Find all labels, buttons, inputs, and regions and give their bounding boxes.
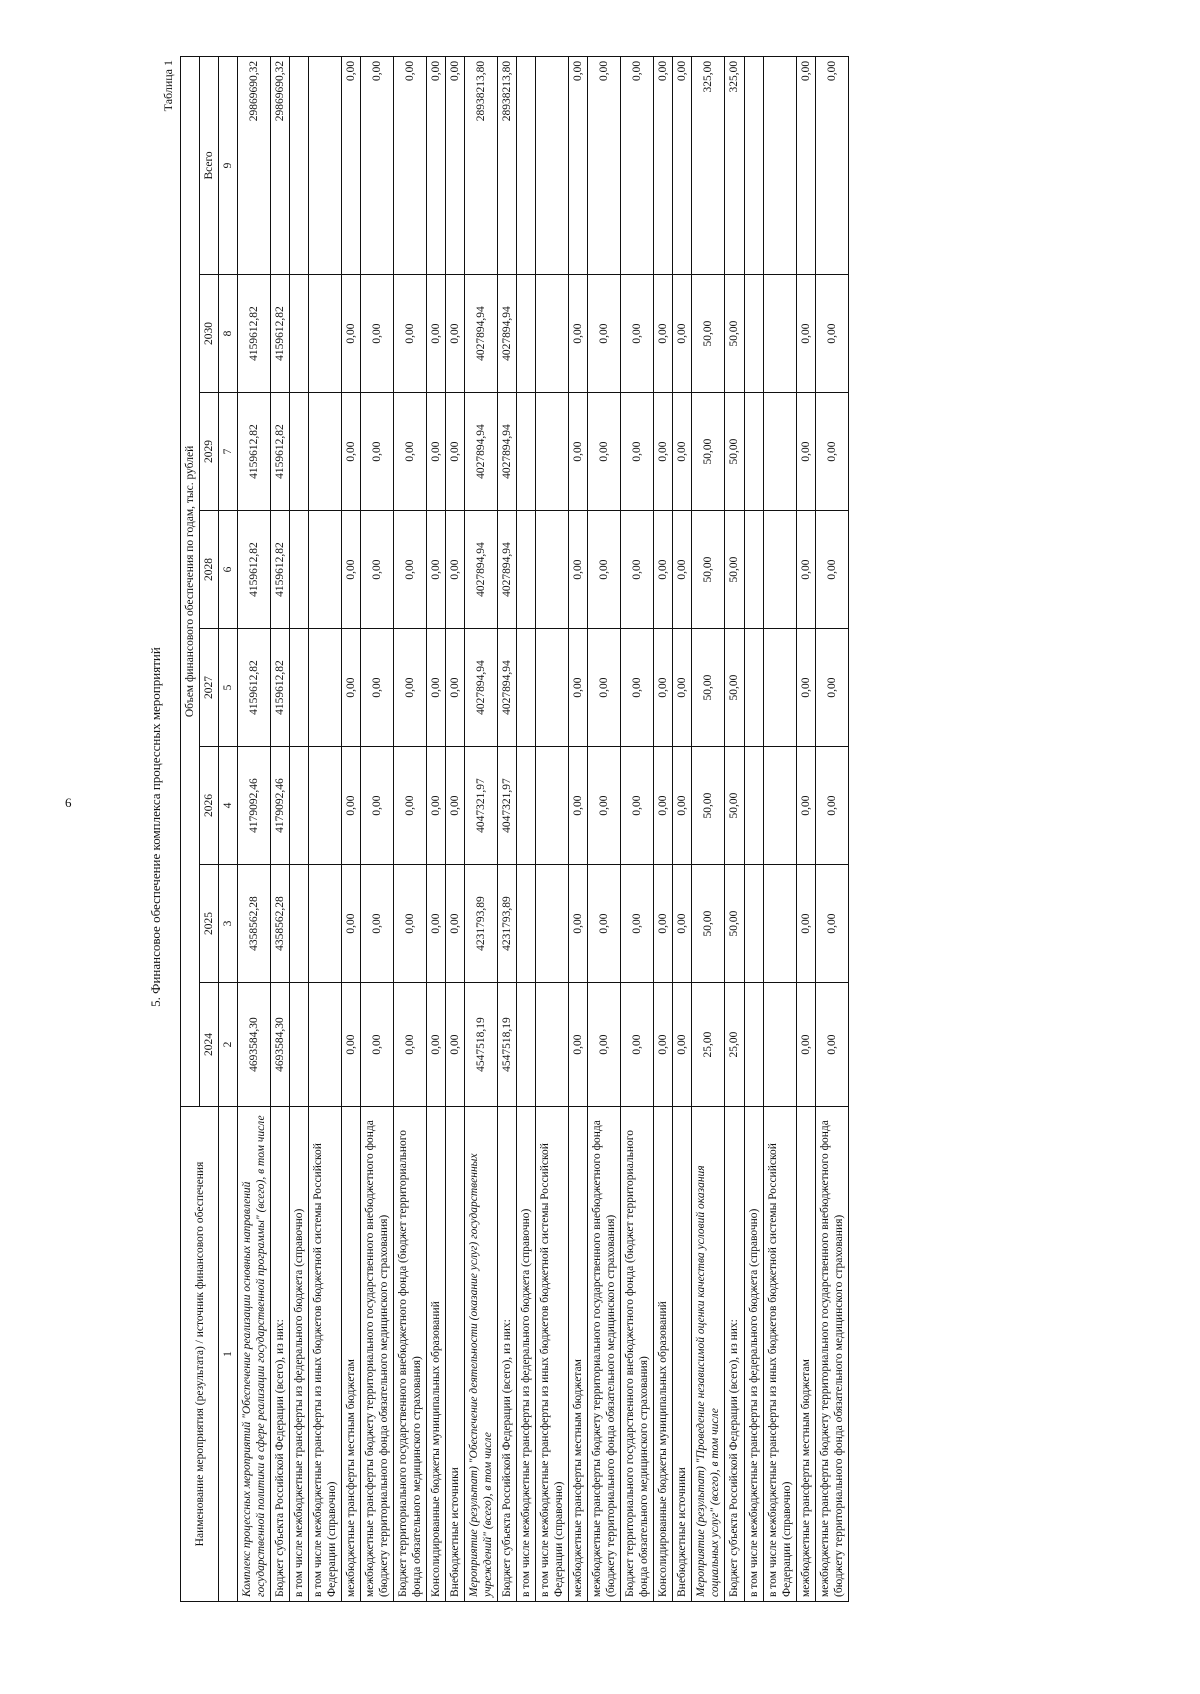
value-cell — [744, 393, 763, 511]
value-cell: 0,00 — [394, 511, 427, 629]
value-cell — [744, 511, 763, 629]
table-row — [517, 56, 536, 1601]
value-cell: 0,00 — [796, 983, 815, 1107]
value-cell: 0,00 — [588, 511, 621, 629]
table-row — [815, 56, 848, 1601]
value-cell: 4159612,82 — [238, 629, 271, 747]
value-cell — [744, 865, 763, 983]
header-year-cell: 2027 — [200, 629, 219, 747]
value-cell: 0,00 — [796, 56, 815, 274]
row-label: Внебюджетные источники — [673, 1107, 692, 1602]
value-cell: 4358562,28 — [271, 865, 290, 983]
value-cell: 0,00 — [588, 275, 621, 393]
header-volume-title: Объем финансового обеспечения по годам, тыс. рублей — [181, 56, 200, 1106]
value-cell — [763, 511, 796, 629]
value-cell — [517, 511, 536, 629]
value-cell: 0,00 — [621, 983, 654, 1107]
value-cell: 25,00 — [725, 983, 744, 1107]
value-cell: 0,00 — [569, 393, 588, 511]
value-cell: 0,00 — [654, 865, 673, 983]
value-cell: 0,00 — [361, 393, 394, 511]
row-label: межбюджетные трансферты бюджету территориального государственного внебюджетного фонда (бюджету территориального фонда обязательного медицинского страхования) — [815, 1107, 848, 1602]
table-row — [654, 56, 673, 1601]
value-cell: 4547518,19 — [498, 983, 517, 1107]
value-cell — [290, 393, 309, 511]
header-column-number: 1 — [219, 1107, 238, 1602]
row-label: Мероприятие (результат) "Обеспечение деятельности (оказание услуг) государственных учреждений" (всего), в том числе — [465, 1107, 498, 1602]
value-cell — [536, 511, 569, 629]
value-cell — [536, 629, 569, 747]
value-cell: 0,00 — [446, 393, 465, 511]
value-cell: 0,00 — [361, 275, 394, 393]
value-cell: 4027894,94 — [498, 275, 517, 393]
value-cell: 0,00 — [654, 629, 673, 747]
value-cell: 4047321,97 — [498, 747, 517, 865]
value-cell: 0,00 — [361, 629, 394, 747]
value-cell — [763, 393, 796, 511]
value-cell — [290, 275, 309, 393]
value-cell: 29869690,32 — [238, 56, 271, 274]
table-row — [342, 56, 361, 1601]
value-cell — [517, 393, 536, 511]
value-cell: 0,00 — [654, 983, 673, 1107]
row-label: в том числе межбюджетные трансферты из федерального бюджета (справочно) — [290, 1107, 309, 1602]
value-cell: 0,00 — [394, 629, 427, 747]
value-cell — [536, 393, 569, 511]
value-cell: 0,00 — [815, 275, 848, 393]
row-label: Мероприятие (результат) "Проведение независимой оценки качества условий оказания социальных услуг" (всего), в том числе — [692, 1107, 725, 1602]
value-cell: 0,00 — [361, 511, 394, 629]
value-cell: 0,00 — [361, 865, 394, 983]
value-cell: 0,00 — [621, 747, 654, 865]
value-cell: 0,00 — [815, 511, 848, 629]
value-cell: 50,00 — [725, 747, 744, 865]
value-cell — [290, 511, 309, 629]
row-label: в том числе межбюджетные трансферты из иных бюджетов бюджетной системы Российской Федерации (справочно) — [763, 1107, 796, 1602]
value-cell — [744, 56, 763, 274]
value-cell: 50,00 — [692, 393, 725, 511]
value-cell: 4179092,46 — [271, 747, 290, 865]
header-year-cell: 2030 — [200, 275, 219, 393]
value-cell: 0,00 — [569, 511, 588, 629]
value-cell — [536, 747, 569, 865]
value-cell: 0,00 — [427, 275, 446, 393]
table-row — [238, 56, 271, 1601]
value-cell: 4358562,28 — [238, 865, 271, 983]
value-cell: 0,00 — [796, 865, 815, 983]
row-label: Бюджет территориального государственного внебюджетного фонда (бюджет территориального фонда обязательного медицинского страхования) — [394, 1107, 427, 1602]
value-cell — [536, 275, 569, 393]
value-cell — [763, 275, 796, 393]
value-cell: 50,00 — [725, 275, 744, 393]
value-cell: 4159612,82 — [271, 393, 290, 511]
value-cell: 0,00 — [621, 393, 654, 511]
value-cell: 0,00 — [427, 629, 446, 747]
value-cell: 0,00 — [342, 747, 361, 865]
header-year-cell: 2029 — [200, 393, 219, 511]
value-cell: 0,00 — [394, 393, 427, 511]
value-cell: 50,00 — [725, 393, 744, 511]
value-cell: 0,00 — [815, 983, 848, 1107]
financing-table — [180, 56, 849, 1602]
value-cell: 4159612,82 — [238, 275, 271, 393]
value-cell: 0,00 — [588, 983, 621, 1107]
value-cell: 4231793,89 — [465, 865, 498, 983]
value-cell — [763, 56, 796, 274]
value-cell — [290, 865, 309, 983]
value-cell: 0,00 — [796, 275, 815, 393]
table-row — [763, 56, 796, 1601]
value-cell: 0,00 — [796, 629, 815, 747]
value-cell — [517, 747, 536, 865]
value-cell: 4159612,82 — [271, 629, 290, 747]
table-row — [446, 56, 465, 1601]
row-label: межбюджетные трансферты бюджету территориального государственного внебюджетного фонда (бюджету территориального фонда обязательного медицинского страхования) — [588, 1107, 621, 1602]
value-cell: 0,00 — [621, 275, 654, 393]
value-cell: 4027894,94 — [465, 393, 498, 511]
header-column-number: 5 — [219, 629, 238, 747]
value-cell — [536, 865, 569, 983]
row-label: в том числе межбюджетные трансферты из иных бюджетов бюджетной системы Российской Федерации (справочно) — [536, 1107, 569, 1602]
value-cell — [309, 865, 342, 983]
value-cell: 0,00 — [446, 629, 465, 747]
value-cell — [290, 629, 309, 747]
value-cell: 0,00 — [673, 393, 692, 511]
header-column-numbers-row — [219, 56, 238, 1601]
value-cell: 0,00 — [427, 511, 446, 629]
value-cell: 50,00 — [692, 511, 725, 629]
value-cell: 0,00 — [796, 747, 815, 865]
value-cell: 0,00 — [815, 393, 848, 511]
header-column-number: 8 — [219, 275, 238, 393]
value-cell — [744, 983, 763, 1107]
value-cell: 0,00 — [569, 865, 588, 983]
value-cell: 0,00 — [673, 511, 692, 629]
value-cell: 0,00 — [588, 629, 621, 747]
header-year-cell: 2028 — [200, 511, 219, 629]
value-cell: 0,00 — [621, 511, 654, 629]
table-row — [725, 56, 744, 1601]
value-cell: 0,00 — [361, 747, 394, 865]
value-cell: 4159612,82 — [238, 393, 271, 511]
value-cell: 0,00 — [796, 393, 815, 511]
value-cell — [290, 56, 309, 274]
value-cell — [309, 747, 342, 865]
value-cell: 0,00 — [446, 511, 465, 629]
value-cell: 0,00 — [446, 747, 465, 865]
value-cell — [517, 865, 536, 983]
value-cell: 0,00 — [621, 865, 654, 983]
row-label: Бюджет субъекта Российской Федерации (всего), из них: — [498, 1107, 517, 1602]
value-cell: 4027894,94 — [465, 629, 498, 747]
row-label: межбюджетные трансферты местным бюджетам — [569, 1107, 588, 1602]
value-cell — [517, 629, 536, 747]
value-cell: 0,00 — [588, 56, 621, 274]
value-cell: 0,00 — [427, 56, 446, 274]
value-cell: 0,00 — [342, 865, 361, 983]
value-cell: 4179092,46 — [238, 747, 271, 865]
value-cell — [290, 747, 309, 865]
value-cell: 0,00 — [394, 865, 427, 983]
value-cell: 0,00 — [342, 511, 361, 629]
value-cell — [536, 983, 569, 1107]
value-cell: 50,00 — [692, 747, 725, 865]
value-cell — [309, 275, 342, 393]
value-cell — [763, 629, 796, 747]
value-cell: 0,00 — [446, 56, 465, 274]
value-cell: 0,00 — [588, 393, 621, 511]
value-cell — [517, 56, 536, 274]
value-cell: 325,00 — [692, 56, 725, 274]
value-cell: 4027894,94 — [498, 511, 517, 629]
table-row — [290, 56, 309, 1601]
table-row — [796, 56, 815, 1601]
value-cell: 0,00 — [673, 275, 692, 393]
value-cell: 4159612,82 — [271, 275, 290, 393]
row-label: Комплекс процессных мероприятий "Обеспечение реализации основных направлений государственной политики в сфере реализации государственной программы" (всего), в том числе — [238, 1107, 271, 1602]
value-cell: 50,00 — [692, 865, 725, 983]
value-cell: 0,00 — [673, 747, 692, 865]
value-cell: 0,00 — [815, 629, 848, 747]
header-column-number: 2 — [219, 983, 238, 1107]
value-cell: 0,00 — [342, 56, 361, 274]
value-cell — [309, 511, 342, 629]
value-cell: 0,00 — [342, 983, 361, 1107]
table-row — [427, 56, 446, 1601]
value-cell — [536, 56, 569, 274]
value-cell: 0,00 — [394, 275, 427, 393]
value-cell: 0,00 — [673, 56, 692, 274]
table-row — [309, 56, 342, 1601]
value-cell: 0,00 — [394, 983, 427, 1107]
value-cell — [290, 983, 309, 1107]
table-row — [465, 56, 498, 1601]
value-cell: 0,00 — [569, 629, 588, 747]
table-row — [271, 56, 290, 1601]
value-cell: 50,00 — [692, 629, 725, 747]
value-cell — [763, 983, 796, 1107]
table-row — [569, 56, 588, 1601]
value-cell: 0,00 — [446, 275, 465, 393]
row-label: межбюджетные трансферты бюджету территориального государственного внебюджетного фонда (бюджету территориального фонда обязательного медицинского страхования) — [361, 1107, 394, 1602]
value-cell: 0,00 — [361, 983, 394, 1107]
header-year-cell: 2025 — [200, 865, 219, 983]
value-cell: 0,00 — [673, 629, 692, 747]
value-cell: 0,00 — [621, 629, 654, 747]
value-cell: 4547518,19 — [465, 983, 498, 1107]
value-cell: 50,00 — [725, 629, 744, 747]
header-column-number: 3 — [219, 865, 238, 983]
value-cell: 0,00 — [654, 747, 673, 865]
page-number: 6 — [65, 795, 72, 810]
value-cell: 0,00 — [394, 56, 427, 274]
value-cell: 4693584,30 — [238, 983, 271, 1107]
header-year-cell: 2026 — [200, 747, 219, 865]
value-cell — [309, 629, 342, 747]
header-column-number: 4 — [219, 747, 238, 865]
value-cell — [763, 747, 796, 865]
value-cell: 0,00 — [427, 865, 446, 983]
row-label: в том числе межбюджетные трансферты из федерального бюджета (справочно) — [517, 1107, 536, 1602]
value-cell: 325,00 — [725, 56, 744, 274]
table-body — [238, 56, 849, 1601]
table-row — [394, 56, 427, 1601]
value-cell: 4047321,97 — [465, 747, 498, 865]
value-cell: 0,00 — [394, 747, 427, 865]
rotated-content — [148, 52, 1200, 1602]
value-cell — [517, 275, 536, 393]
value-cell: 4027894,94 — [465, 511, 498, 629]
value-cell — [309, 983, 342, 1107]
value-cell: 4159612,82 — [271, 511, 290, 629]
table-row — [744, 56, 763, 1601]
value-cell: 50,00 — [725, 865, 744, 983]
value-cell: 0,00 — [427, 983, 446, 1107]
value-cell: 25,00 — [692, 983, 725, 1107]
row-label: Консолидированные бюджеты муниципальных образований — [427, 1107, 446, 1602]
value-cell: 0,00 — [427, 393, 446, 511]
table-row — [361, 56, 394, 1601]
header-year-cell: 2024 — [200, 983, 219, 1107]
value-cell: 4027894,94 — [498, 629, 517, 747]
value-cell: 0,00 — [342, 275, 361, 393]
table-row — [673, 56, 692, 1601]
row-label: межбюджетные трансферты местным бюджетам — [796, 1107, 815, 1602]
value-cell: 0,00 — [569, 275, 588, 393]
value-cell: 4027894,94 — [498, 393, 517, 511]
table-row — [588, 56, 621, 1601]
value-cell — [744, 747, 763, 865]
value-cell: 0,00 — [446, 983, 465, 1107]
table-label: Таблица 1 — [161, 60, 175, 112]
value-cell — [309, 393, 342, 511]
table-row — [536, 56, 569, 1601]
value-cell: 4693584,30 — [271, 983, 290, 1107]
value-cell: 0,00 — [588, 747, 621, 865]
value-cell: 0,00 — [815, 865, 848, 983]
table-row — [692, 56, 725, 1601]
value-cell: 0,00 — [673, 983, 692, 1107]
value-cell — [744, 275, 763, 393]
table-header — [181, 56, 238, 1601]
row-label: межбюджетные трансферты местным бюджетам — [342, 1107, 361, 1602]
section-title: 5. Финансовое обеспечение комплекса процессных мероприятий — [148, 647, 163, 1007]
value-cell: 4231793,89 — [498, 865, 517, 983]
value-cell: 0,00 — [569, 56, 588, 274]
value-cell: 0,00 — [342, 629, 361, 747]
value-cell: 0,00 — [654, 393, 673, 511]
value-cell: 0,00 — [815, 56, 848, 274]
value-cell: 0,00 — [654, 275, 673, 393]
header-column-number: 6 — [219, 511, 238, 629]
value-cell — [309, 56, 342, 274]
row-label: в том числе межбюджетные трансферты из иных бюджетов бюджетной системы Российской Федерации (справочно) — [309, 1107, 342, 1602]
value-cell: 0,00 — [796, 511, 815, 629]
value-cell: 28938213,80 — [498, 56, 517, 274]
value-cell: 0,00 — [588, 865, 621, 983]
value-cell — [763, 865, 796, 983]
value-cell — [517, 983, 536, 1107]
header-column-number: 9 — [219, 56, 238, 274]
row-label: Консолидированные бюджеты муниципальных образований — [654, 1107, 673, 1602]
value-cell: 0,00 — [361, 56, 394, 274]
value-cell: 0,00 — [342, 393, 361, 511]
row-label: в том числе межбюджетные трансферты из федерального бюджета (справочно) — [744, 1107, 763, 1602]
row-label: Бюджет субъекта Российской Федерации (всего), из них: — [725, 1107, 744, 1602]
value-cell: 28938213,80 — [465, 56, 498, 274]
table-row — [498, 56, 517, 1601]
value-cell: 0,00 — [569, 747, 588, 865]
value-cell: 50,00 — [692, 275, 725, 393]
header-year-cell: Всего — [200, 56, 219, 274]
value-cell: 50,00 — [725, 511, 744, 629]
value-cell: 0,00 — [673, 865, 692, 983]
value-cell — [744, 629, 763, 747]
header-name-column: Наименование мероприятия (результата) / источник финансового обеспечения — [181, 1107, 219, 1602]
row-label: Бюджет территориального государственного внебюджетного фонда (бюджет территориального фонда обязательного медицинского страхования) — [621, 1107, 654, 1602]
value-cell: 0,00 — [569, 983, 588, 1107]
header-column-number: 7 — [219, 393, 238, 511]
value-cell: 0,00 — [654, 511, 673, 629]
value-cell: 0,00 — [815, 747, 848, 865]
value-cell: 4027894,94 — [465, 275, 498, 393]
value-cell: 4159612,82 — [238, 511, 271, 629]
value-cell: 0,00 — [446, 865, 465, 983]
row-label: Внебюджетные источники — [446, 1107, 465, 1602]
value-cell: 0,00 — [621, 56, 654, 274]
row-label: Бюджет субъекта Российской Федерации (всего), из них: — [271, 1107, 290, 1602]
value-cell: 0,00 — [427, 747, 446, 865]
value-cell: 0,00 — [654, 56, 673, 274]
table-row — [621, 56, 654, 1601]
value-cell: 29869690,32 — [271, 56, 290, 274]
